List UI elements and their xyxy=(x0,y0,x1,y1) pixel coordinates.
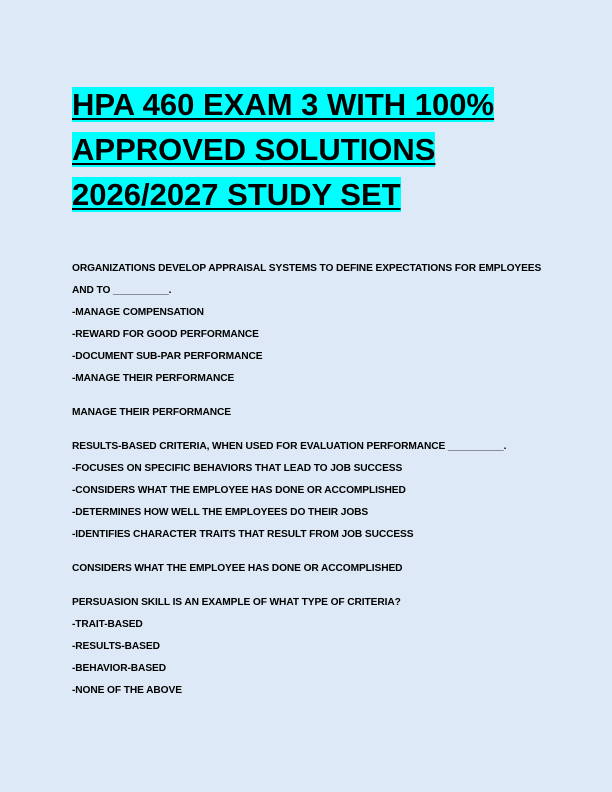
title-line: HPA 460 EXAM 3 WITH 100% xyxy=(72,87,495,122)
answer-option: -CONSIDERS WHAT THE EMPLOYEE HAS DONE OR ACCOMPLISHED xyxy=(72,485,406,496)
document-title xyxy=(72,82,542,217)
answer-option: -BEHAVIOR-BASED xyxy=(72,663,166,674)
answer-option: -NONE OF THE ABOVE xyxy=(72,685,182,696)
answer-option: -RESULTS-BASED xyxy=(72,641,160,652)
study-set-content xyxy=(72,258,542,702)
correct-answer: MANAGE THEIR PERFORMANCE xyxy=(72,407,231,418)
question-text: ORGANIZATIONS DEVELOP APPRAISAL SYSTEMS TO DEFINE EXPECTATIONS FOR EMPLOYEES xyxy=(72,263,542,274)
question-text: PERSUASION SKILL IS AN EXAMPLE OF WHAT TYPE OF CRITERIA? xyxy=(72,597,401,608)
question-block xyxy=(72,436,542,580)
answer-option: -DETERMINES HOW WELL THE EMPLOYEES DO THEIR JOBS xyxy=(72,507,369,518)
answer-option: -IDENTIFIES CHARACTER TRAITS THAT RESULT FROM JOB SUCCESS xyxy=(72,529,414,540)
question-block xyxy=(72,258,542,424)
question-text: AND TO __________. xyxy=(72,285,172,296)
answer-option: -MANAGE COMPENSATION xyxy=(72,307,204,318)
title-line: APPROVED SOLUTIONS xyxy=(72,132,436,167)
title-line: 2026/2027 STUDY SET xyxy=(72,177,401,212)
question-block xyxy=(72,592,542,702)
answer-option: -DOCUMENT SUB-PAR PERFORMANCE xyxy=(72,351,263,362)
answer-option: -REWARD FOR GOOD PERFORMANCE xyxy=(72,329,259,340)
correct-answer: CONSIDERS WHAT THE EMPLOYEE HAS DONE OR ACCOMPLISHED xyxy=(72,563,403,574)
answer-option: -MANAGE THEIR PERFORMANCE xyxy=(72,373,235,384)
question-text: RESULTS-BASED CRITERIA, WHEN USED FOR EVALUATION PERFORMANCE __________. xyxy=(72,441,507,452)
answer-option: -TRAIT-BASED xyxy=(72,619,143,630)
answer-option: -FOCUSES ON SPECIFIC BEHAVIORS THAT LEAD TO JOB SUCCESS xyxy=(72,463,403,474)
